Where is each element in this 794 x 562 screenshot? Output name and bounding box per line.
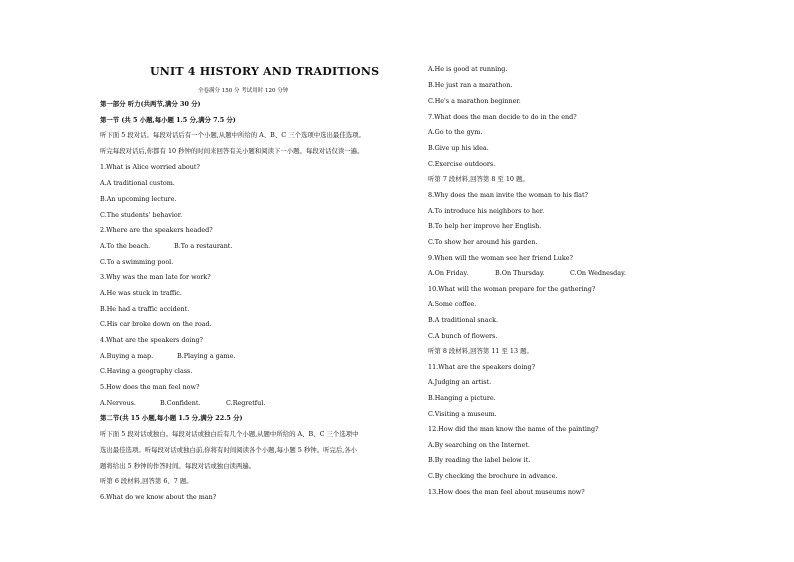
question-2: 2.Where are the speakers headed? xyxy=(100,226,213,234)
option-line: A.Some coffee. xyxy=(428,300,477,308)
question-1: 1.What is Alice worried about? xyxy=(100,163,200,171)
option: C.Regretful. xyxy=(226,399,266,407)
question-10: 10.What will the woman prepare for the gathering? xyxy=(428,285,596,293)
option: B.Confident. xyxy=(160,399,201,407)
question-6: 6.What do we know about the man? xyxy=(100,493,217,501)
instructions-line: 听下面 5 段对话。每段对话后有一个小题,从题中所给的 A、B、C 三个选项中选出最佳选项。 xyxy=(100,131,365,139)
question-11: 11.What are the speakers doing? xyxy=(428,363,536,371)
option-line: C.By checking the brochure in advance. xyxy=(428,472,558,480)
option-line: B.He just ran a marathon. xyxy=(428,81,513,89)
material-heading: 听第 7 段材料,回答第 8 至 10 题。 xyxy=(428,175,529,183)
option: A.To the beach. xyxy=(100,242,151,250)
section-heading: 第二节(共 15 小题,每小题 1.5 分,满分 22.5 分) xyxy=(100,414,243,422)
option-line: C.Having a geography class. xyxy=(100,367,193,375)
material-heading: 听第 8 段材料,回答第 11 至 13 题。 xyxy=(428,347,533,355)
option-row xyxy=(100,242,232,250)
instructions-line: 题将给出 5 秒钟的作答时间。每段对话或独白读两遍。 xyxy=(100,462,256,470)
option: B.Playing a game. xyxy=(177,352,236,360)
section-heading: 第一节 (共 5 小题,每小题 1.5 分,满分 7.5 分) xyxy=(100,116,236,124)
option-line: C.A bunch of flowers. xyxy=(428,332,498,340)
option-row xyxy=(100,399,265,407)
option: B.On Thursday. xyxy=(495,269,545,277)
question-5: 5.How does the man feel now? xyxy=(100,383,200,391)
option-line: C.His car broke down on the road. xyxy=(100,320,212,328)
question-4: 4.What are the speakers doing? xyxy=(100,336,203,344)
part-heading: 第一部分 听力(共两节,满分 30 分) xyxy=(100,100,201,108)
option: A.Buying a map. xyxy=(100,352,154,360)
question-8: 8.Why does the man invite the woman to his flat? xyxy=(428,191,588,199)
option-line: B.Hanging a picture. xyxy=(428,394,496,402)
material-heading: 听第 6 段材料,回答第 6、7 题。 xyxy=(100,477,193,485)
option-line: A.By searching on the Internet. xyxy=(428,441,530,449)
option-line: A.Go to the gym. xyxy=(428,128,483,136)
option-line: C.To a swimming pool. xyxy=(100,258,174,266)
option-line: C.Exercise outdoors. xyxy=(428,160,496,168)
exam-info: 全卷满分 150 分 考试用时 120 分钟 xyxy=(198,88,289,94)
question-12: 12.How did the man know the name of the painting? xyxy=(428,425,599,433)
option: A.On Friday. xyxy=(428,269,469,277)
option-line: A.A traditional custom. xyxy=(100,179,175,187)
option-line: A.To introduce his neighbors to her. xyxy=(428,207,545,215)
option: A.Nervous. xyxy=(100,399,136,407)
question-9: 9.When will the woman see her friend Luke? xyxy=(428,254,573,262)
option-line: B.He had a traffic accident. xyxy=(100,305,190,313)
option-line: C.To show her around his garden. xyxy=(428,238,538,246)
option-line: A.He was stuck in traffic. xyxy=(100,289,182,297)
document-title: UNIT 4 HISTORY AND TRADITIONS xyxy=(150,65,380,78)
instructions-line: 听下面 5 段对话或独白。每段对话或独白后有几个小题,从题中所给的 A、B、C 三个选项中 xyxy=(100,430,359,438)
instructions-line: 选出最佳选项。听每段对话或独白前,你将有时间阅读各个小题,每小题 5 秒钟。听完后,各小 xyxy=(100,446,358,454)
question-3: 3.Why was the man late for work? xyxy=(100,273,211,281)
option-line: C.The students' behavior. xyxy=(100,211,183,219)
option-line: A.He is good at running. xyxy=(428,65,508,73)
option-row xyxy=(428,269,626,277)
option: C.On Wednesday. xyxy=(570,269,626,277)
option-line: B.Give up his idea. xyxy=(428,144,489,152)
question-13: 13.How does the man feel about museums now? xyxy=(428,488,585,496)
question-7: 7.What does the man decide to do in the end? xyxy=(428,113,577,121)
option-line: A.Judging an artist. xyxy=(428,378,492,386)
option-line: C.Visiting a museum. xyxy=(428,410,497,418)
option-line: B.An upcoming lecture. xyxy=(100,195,177,203)
option: B.To a restaurant. xyxy=(174,242,233,250)
option-row xyxy=(100,352,235,360)
option-line: C.He's a marathon beginner. xyxy=(428,97,521,105)
instructions-line: 听完每段对话后,你都有 10 秒钟的时间来回答有关小题和阅读下一小题。每段对话仅读一遍。 xyxy=(100,147,364,155)
option-line: B.A traditional snack. xyxy=(428,316,499,324)
option-line: B.To help her improve her English. xyxy=(428,222,542,230)
option-line: B.By reading the label below it. xyxy=(428,456,531,464)
